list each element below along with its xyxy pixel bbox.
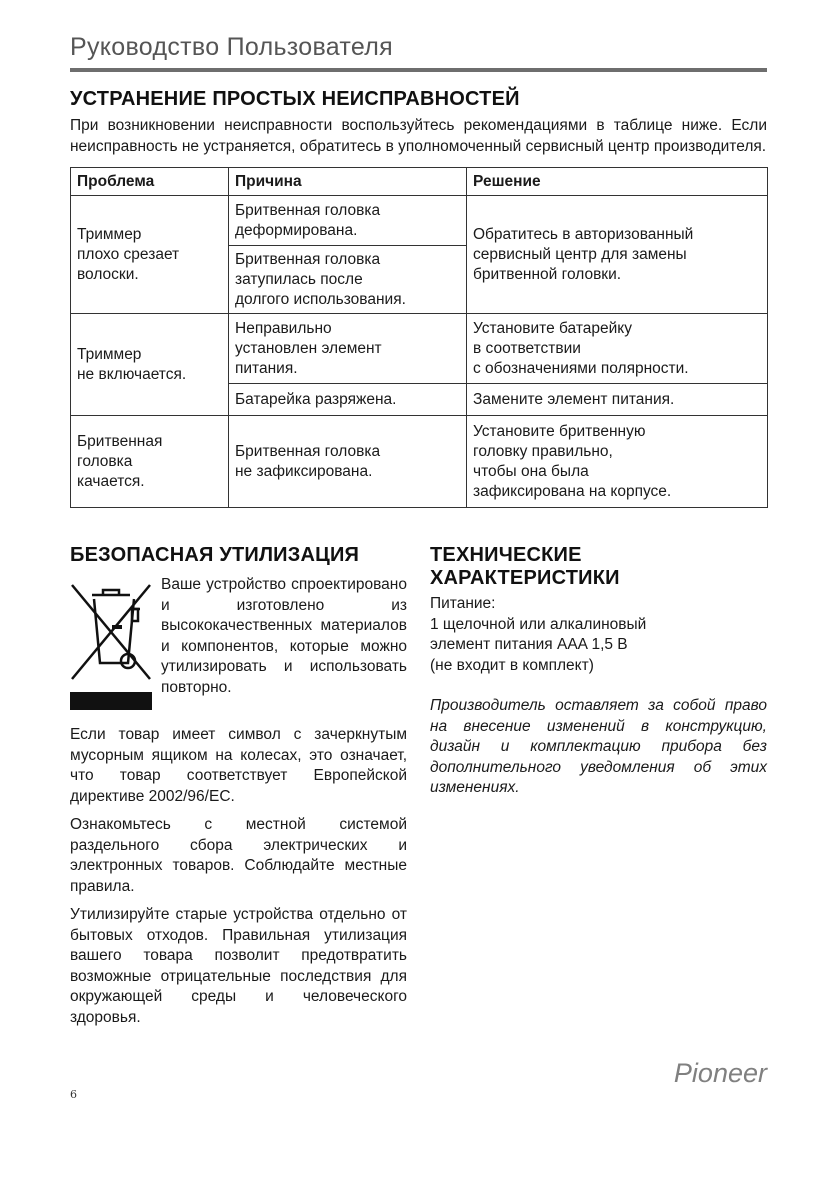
column-header-problem: Проблема: [71, 168, 229, 196]
crossed-out-wheelie-bin-icon: [70, 579, 152, 711]
disposal-paragraph-2: Если товар имеет символ с зачеркнутым мусорным ящиком на колесах, это означает, что товар соответствует Европейской директиве 2002/96/EC.: [70, 726, 407, 805]
cause-cell: Бритвенная головка затупилась после долгого использования.: [229, 246, 467, 314]
manufacturer-disclaimer: Производитель оставляет за собой право на внесение изменений в конструкцию, дизайн и комплектацию прибора без дополнительного уведомления об этих изменениях.: [430, 697, 767, 796]
cause-cell: Бритвенная головка не зафиксирована.: [229, 416, 467, 508]
specs-heading-line-2: ХАРАКТЕРИСТИКИ: [430, 567, 620, 589]
page-number: 6: [70, 1088, 77, 1101]
solution-cell: Установите бритвенную головку правильно, чтобы она была зафиксирована на корпусе.: [467, 416, 768, 508]
table-row: [71, 196, 768, 246]
disposal-paragraph-1: Ваше устройство спроектировано и изготовлено из высококачественных материалов и компонентов, которые можно утилизировать и использовать повторно.: [161, 576, 407, 696]
specs-section: [430, 544, 767, 1028]
document-title: Руководство Пользователя: [70, 33, 393, 61]
specs-heading: [430, 544, 767, 590]
solution-cell: Замените элемент питания.: [467, 384, 768, 416]
troubleshooting-intro: При возникновении неисправности воспользуйтесь рекомендациями в таблице ниже. Если неисправность не устраняется, обратитесь в уполномоченный сервисный центр производителя.: [70, 117, 767, 155]
column-header-solution: Решение: [467, 168, 768, 196]
specs-heading-line-1: ТЕХНИЧЕСКИЕ: [430, 544, 582, 566]
power-value: 1 щелочной или алкалиновый элемент питания AAA 1,5 В (не входит в комплект): [430, 615, 647, 674]
problem-cell: Триммер не включается.: [71, 314, 229, 416]
header-divider: [70, 68, 767, 72]
disposal-section: [70, 544, 407, 1028]
cause-cell: Бритвенная головка деформирована.: [229, 196, 467, 246]
table-row: [71, 416, 768, 508]
cause-cell: Батарейка разряжена.: [229, 384, 467, 416]
disposal-paragraph-4: Утилизируйте старые устройства отдельно от бытовых отходов. Правильная утилизация вашего товара позволит предотвратить возможные отрицательные последствия для окружающей среды и человеческого здоровья.: [70, 906, 407, 1026]
problem-cell: Триммер плохо срезает волоски.: [71, 196, 229, 314]
disposal-intro-block: [70, 575, 407, 717]
power-label: Питание:: [430, 595, 496, 612]
pioneer-logo: Pioneer: [673, 1058, 767, 1088]
solution-cell: Установите батарейку в соответствии с обозначениями полярности.: [467, 314, 768, 384]
troubleshooting-table: [70, 167, 768, 508]
disposal-heading: БЕЗОПАСНАЯ УТИЛИЗАЦИЯ: [70, 544, 360, 566]
table-header-row: [71, 168, 768, 196]
bottom-columns: [70, 544, 767, 1028]
page-footer: [70, 1058, 767, 1118]
problem-cell: Бритвенная головка качается.: [71, 416, 229, 508]
column-header-cause: Причина: [229, 168, 467, 196]
cause-cell: Неправильно установлен элемент питания.: [229, 314, 467, 384]
troubleshooting-heading: УСТРАНЕНИЕ ПРОСТЫХ НЕИСПРАВНОСТЕЙ: [70, 88, 520, 110]
disposal-paragraph-3: Ознакомьтесь с местной системой раздельного сбора электрических и электронных товаров. Соблюдайте местные правила.: [70, 816, 407, 895]
table-row: [71, 314, 768, 384]
solution-cell: Обратитесь в авторизованный сервисный центр для замены бритвенной головки.: [467, 196, 768, 314]
